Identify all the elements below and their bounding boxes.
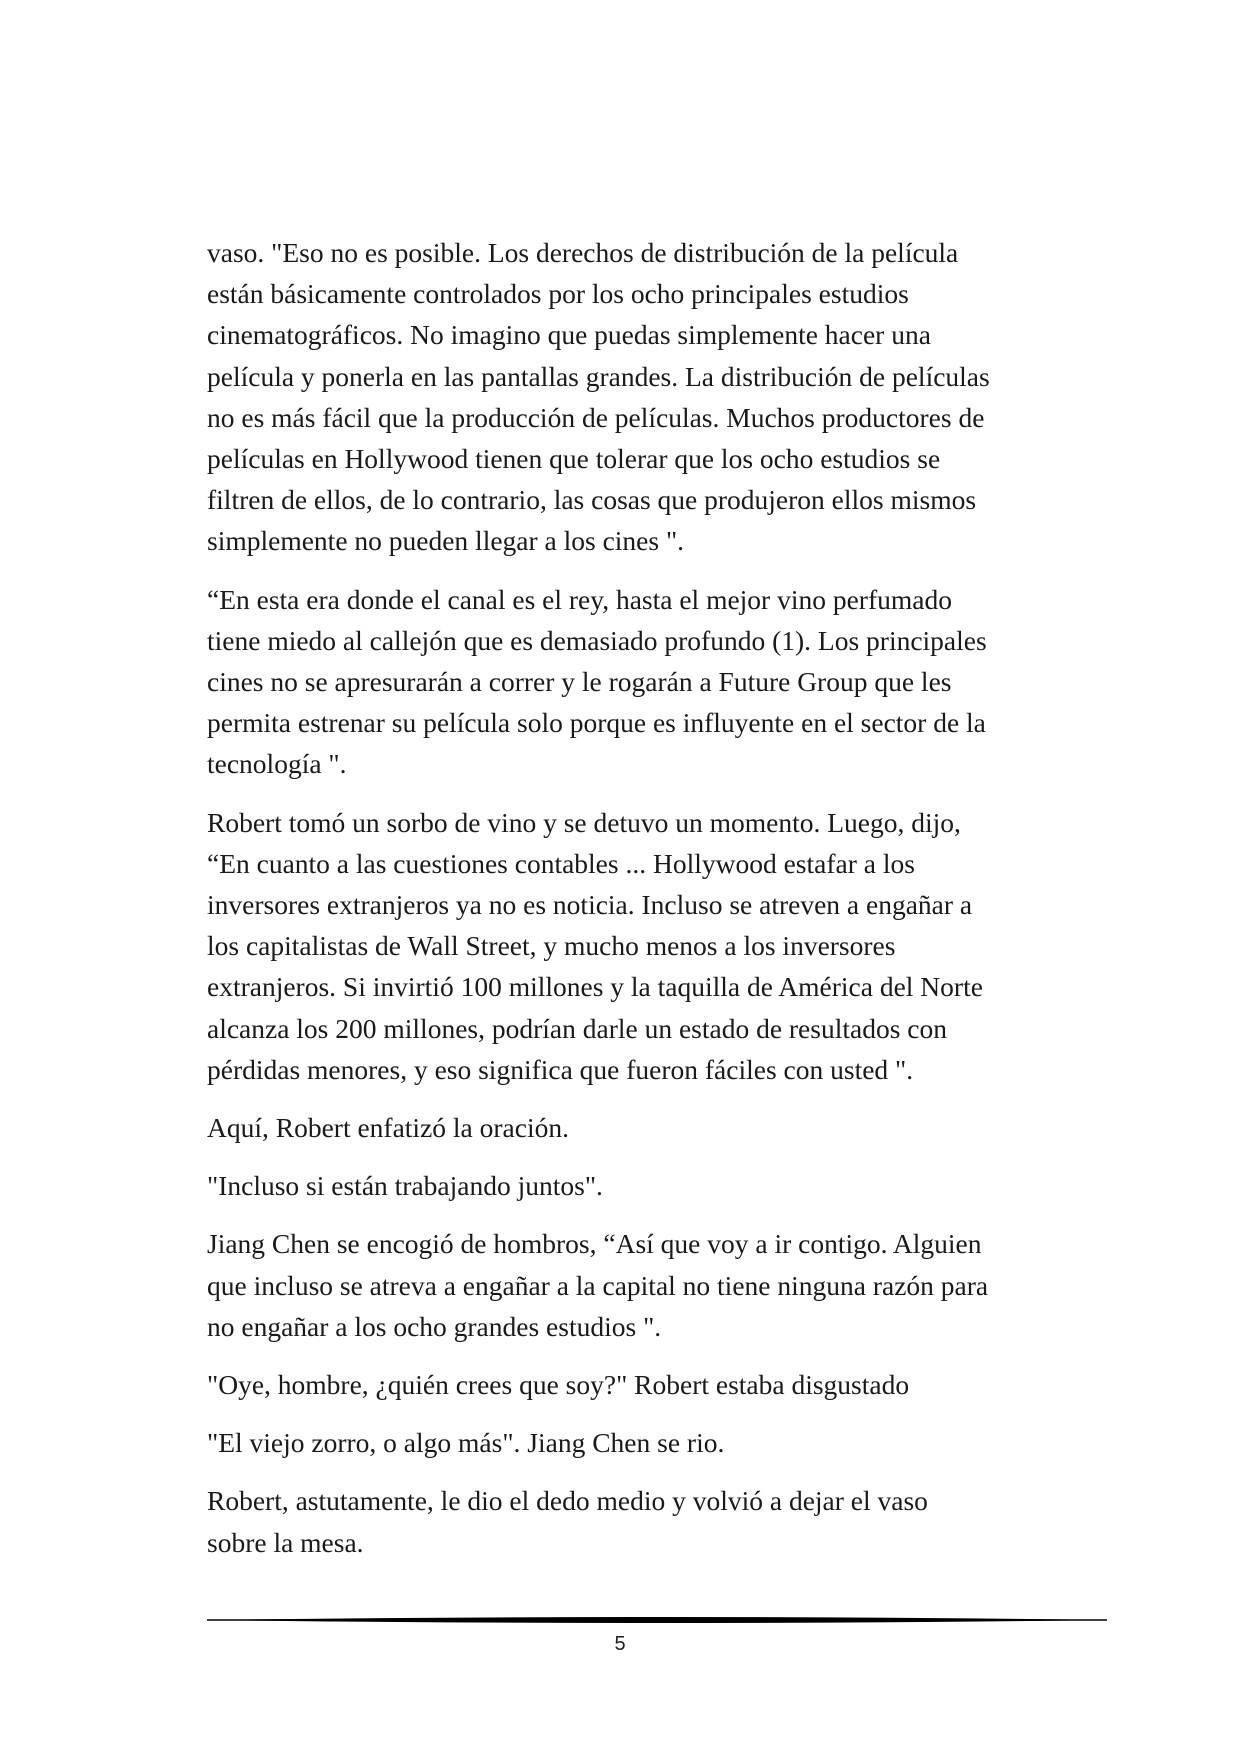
text-line: película y ponerla en las pantallas grandes. La distribución de películas [207,360,990,392]
text-line: "El viejo zorro, o algo más". Jiang Chen se rio. [207,1427,725,1459]
text-line: que incluso se atreva a engañar a la capital no tiene ninguna razón para [207,1269,989,1301]
text-line: tiene miedo al callejón que es demasiado profundo (1). Los principales [207,624,987,656]
text-line: no engañar a los ocho grandes estudios ". [207,1310,662,1342]
text-line: cines no se apresurarán a correr y le rogarán a Future Group que les [207,666,952,698]
text-line: “En cuanto a las cuestiones contables ... Hollywood estafar a los [207,847,915,879]
text-line: extranjeros. Si invirtió 100 millones y la taquilla de América del Norte [207,971,983,1003]
text-line: filtren de ellos, de lo contrario, las cosas que produjeron ellos mismos [207,484,977,516]
text-line: tecnología ". [207,748,347,780]
paragraph [207,1364,1067,1405]
text-line: Robert, astutamente, le dio el dedo medio y volvió a dejar el vaso [207,1485,928,1517]
text-line: Robert tomó un sorbo de vino y se detuvo un momento. Luego, dijo, [207,806,961,838]
paragraph [207,1107,1067,1148]
text-line: vaso. "Eso no es posible. Los derechos de distribución de la película [207,237,959,268]
body-text [207,232,1067,1580]
text-line: pérdidas menores, y eso significa que fueron fáciles con usted ". [207,1053,914,1085]
paragraph [207,232,1067,562]
text-line: Jiang Chen se encogió de hombros, “Así que voy a ir contigo. Alguien [207,1228,982,1260]
paragraph [207,1165,1067,1206]
text-line: Aquí, Robert enfatizó la oración. [207,1112,569,1144]
text-line: "Incluso si están trabajando juntos". [207,1170,603,1202]
text-line: no es más fácil que la producción de películas. Muchos productores de [207,401,985,433]
text-line: simplemente no pueden llegar a los cines ". [207,525,685,557]
text-line: inversores extranjeros ya no es noticia. Incluso se atreven a engañar a [207,889,973,921]
text-line: están básicamente controlados por los ocho principales estudios [207,278,909,310]
footer-divider [207,1613,1107,1627]
paragraph [207,1422,1067,1463]
paragraph [207,802,1067,1090]
text-line: sobre la mesa. [207,1526,364,1558]
text-line: "Oye, hombre, ¿quién crees que soy?" Robert estaba disgustado [207,1369,910,1401]
paragraph [207,1223,1067,1347]
text-line: “En esta era donde el canal es el rey, hasta el mejor vino perfumado [207,583,952,615]
paragraph [207,1480,1067,1562]
text-line: permita estrenar su película solo porque es influyente en el sector de la [207,707,986,739]
text-line: los capitalistas de Wall Street, y mucho menos a los inversores [207,930,896,962]
text-line: películas en Hollywood tienen que tolerar que los ocho estudios se [207,443,941,475]
text-line: alcanza los 200 millones, podrían darle un estado de resultados con [207,1012,947,1044]
text-line: cinematográficos. No imagino que puedas simplemente hacer una [207,319,931,351]
paragraph [207,579,1067,785]
page-number: 5 [614,1633,626,1655]
